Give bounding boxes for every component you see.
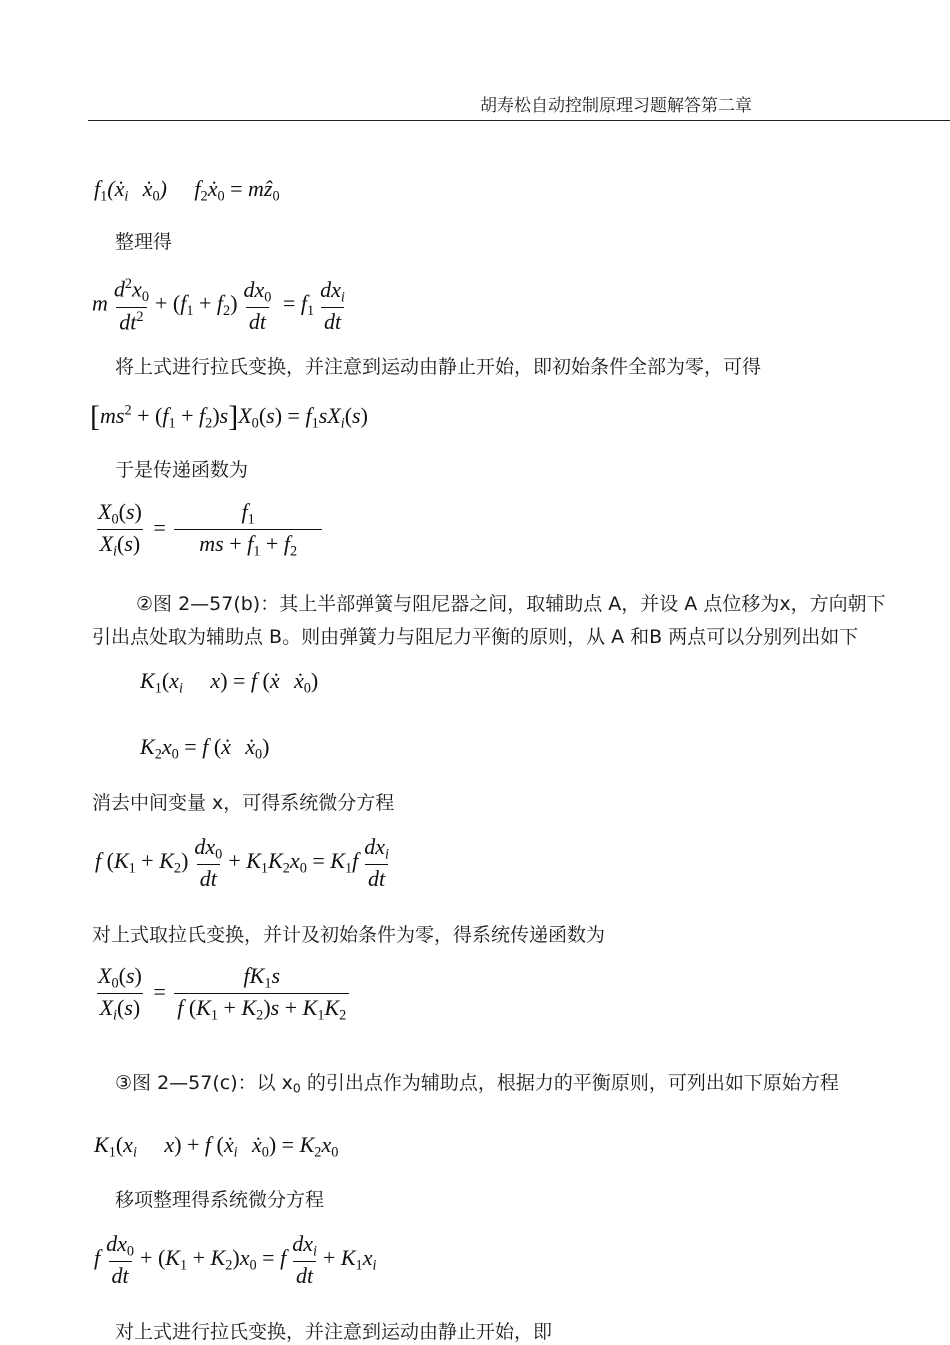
header-title: 胡寿松自动控制原理习题解答第二章 (480, 96, 752, 116)
equation-10: f $\frac{dx_0}{dt}$ + $(K_1 + K_2)x_0 = f$ $\frac{dx_i}{dt}$ + $K_1x_i$ (94, 1231, 377, 1288)
paragraph-8-rest: 的引出点作为辅助点，根据力的平衡原则，可列出如下原始方程 (306, 1072, 839, 1094)
paragraph-3: 于是传递函数为 (115, 459, 249, 481)
paragraph-8 (115, 1068, 839, 1096)
paragraph-6: 消去中间变量 x，可得系统微分方程 (92, 792, 395, 814)
paragraph-4: ②图 2—57(b)：其上半部弹簧与阻尼器之间，取辅助点 A，并设 A 点位移为x，方向朝下 (136, 593, 886, 615)
paragraph-10: 对上式进行拉氏变换，并注意到运动由静止开始，即 (115, 1321, 553, 1343)
paragraph-8-lead: ③图 2—57(c)：以 x (115, 1072, 293, 1094)
equation-2: m $\frac{d^2x_0}{dt^2}$ + $(f_1 + f_2)$ $\frac{dx_0}{dt}$ = $f_1$ $\frac{dx_i}{dt}$ (92, 276, 345, 335)
paragraph-7: 对上式取拉氏变换，并计及初始条件为零，得系统传递函数为 (92, 924, 606, 946)
equation-5: $K_1(x_i$ x) = f (ẋ ẋ$_0$) (140, 668, 319, 697)
paragraph-8-sub: 0 (292, 1081, 301, 1096)
equation-1: $f_1(ẋ_i$ ẋ$_0$) $f_2ẋ_0$ = mẑ$_0$ (94, 176, 280, 205)
equation-6: $K_2x_0 = f$ (ẋ ẋ$_0$) (140, 734, 270, 763)
equation-9: $K_1(x_i$ x) + f (ẋ$_i$ ẋ$_0$) = $K_2x_0$ (94, 1132, 339, 1161)
paragraph-2: 将上式进行拉氏变换，并注意到运动由静止开始，即初始条件全部为零，可得 (115, 356, 762, 378)
equation-7: f $(K_1 + K_2)$ $\frac{dx_0}{dt}$ + $K_1K_2x_0 = K_1f$ $\frac{dx_i}{dt}$ (95, 834, 389, 891)
equation-8: $\frac{X_0(s)}{X_i(s)}$ = $\frac{fK_1s}{f (K_1 + K_2)s + K_1K_2}$ (92, 964, 352, 1024)
equation-3: $[ms^2 + (f_1 + f_2)s]X_0(s) = f_1sX_i(s)$ (90, 400, 368, 433)
paragraph-1: 整理得 (115, 231, 173, 253)
paragraph-9: 移项整理得系统微分方程 (115, 1189, 325, 1211)
header-divider (88, 120, 950, 121)
equation-4: $\frac{X_0(s)}{X_i(s)}$ = $\frac{f_1}{ms + f_1 + f_2}$ (92, 500, 325, 560)
paragraph-5: 引出点处取为辅助点 B。则由弹簧力与阻尼力平衡的原则，从 A 和B 两点可以分别列出如下 (92, 626, 859, 648)
